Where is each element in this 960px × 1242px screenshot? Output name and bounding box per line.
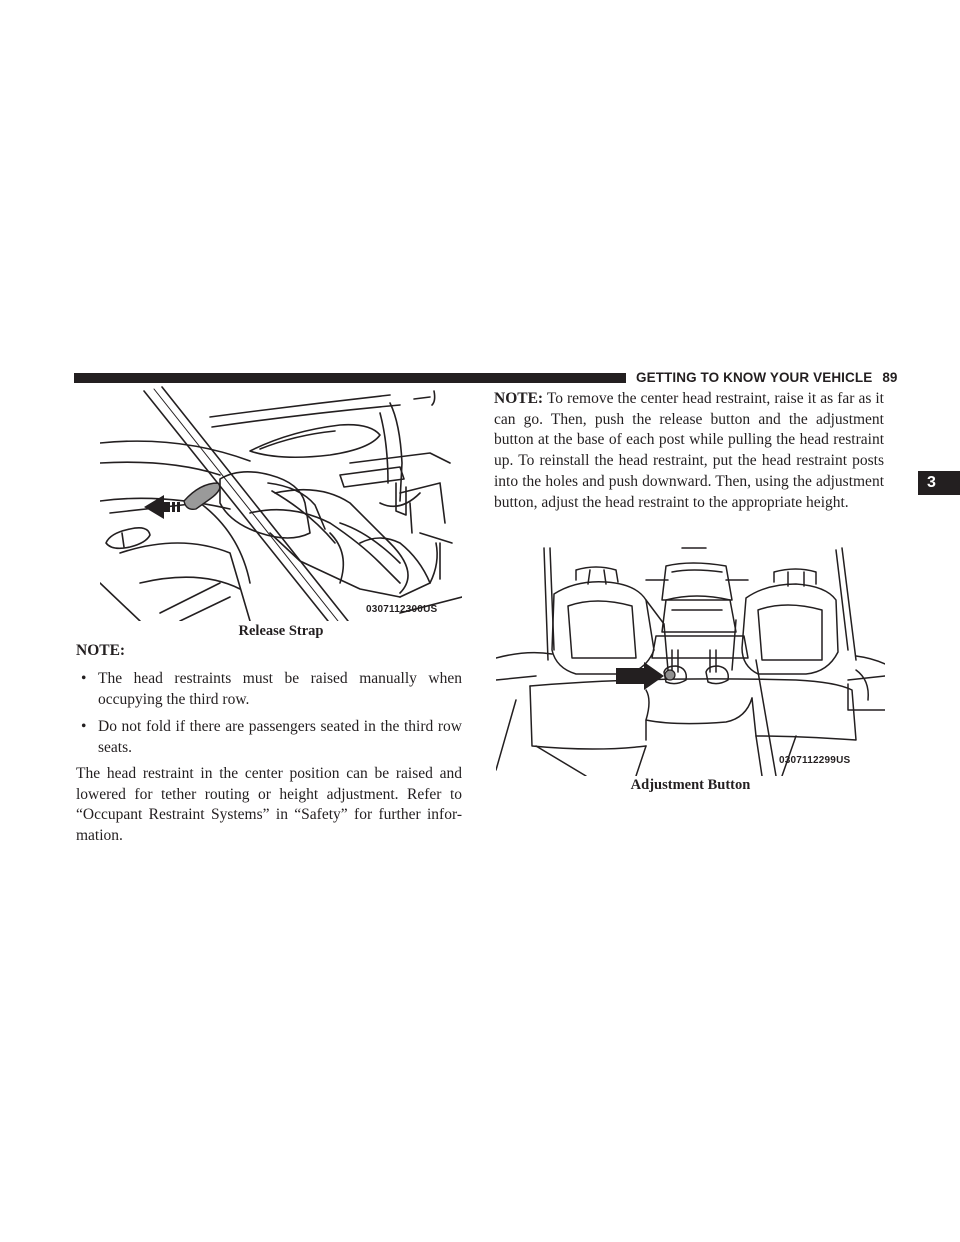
remove-restraint-note bbox=[494, 389, 884, 513]
bullet-text: The head restraints must be raised manually when occupying the third row. bbox=[98, 670, 462, 708]
page-number: 89 bbox=[882, 370, 898, 385]
adjustment-button-pointer bbox=[616, 662, 664, 690]
figure-caption-left: Release Strap bbox=[238, 623, 324, 639]
note-body: To remove the center head restraint, raise it as far as it can go. Then, push the release button and the adjustment button at the base of each post while pulling the head restraint up. To reinstall the head restraint, put the head restraint posts into the holes and push downward. Then, using the adjustment button, adjust the head restraint to the appropriate height. bbox=[494, 390, 884, 511]
header-rule bbox=[74, 373, 626, 383]
bullet-item bbox=[76, 717, 462, 758]
header-title: GETTING TO KNOW YOUR VEHICLE bbox=[636, 370, 873, 385]
chapter-tab[interactable]: 3 bbox=[918, 471, 960, 495]
release-strap-illustration bbox=[100, 383, 462, 621]
figure-code-left: 0307112300US bbox=[366, 604, 438, 615]
bullet-marker: • bbox=[81, 718, 87, 735]
bullet-marker: • bbox=[81, 670, 87, 687]
bullet-text: Do not fold if there are passengers seated in the third row seats. bbox=[98, 718, 462, 756]
figure-caption-right: Adjustment Button bbox=[630, 777, 751, 793]
release-strap-line-art bbox=[100, 383, 462, 621]
center-restraint-paragraph: The head restraint in the center position can be raised and lowered for tether routing or height adjustment. Refer to “Occupant Restraint Systems” in “Safety” for further infor-mation. bbox=[76, 765, 462, 845]
figure-code-right: 0307112299US bbox=[779, 755, 851, 766]
adjustment-button-line-art bbox=[496, 540, 885, 776]
adjustment-button-illustration bbox=[496, 540, 885, 776]
note-heading: NOTE: bbox=[76, 642, 126, 659]
bullet-item bbox=[76, 669, 462, 710]
running-header bbox=[636, 368, 926, 388]
note-label: NOTE: bbox=[494, 390, 544, 407]
